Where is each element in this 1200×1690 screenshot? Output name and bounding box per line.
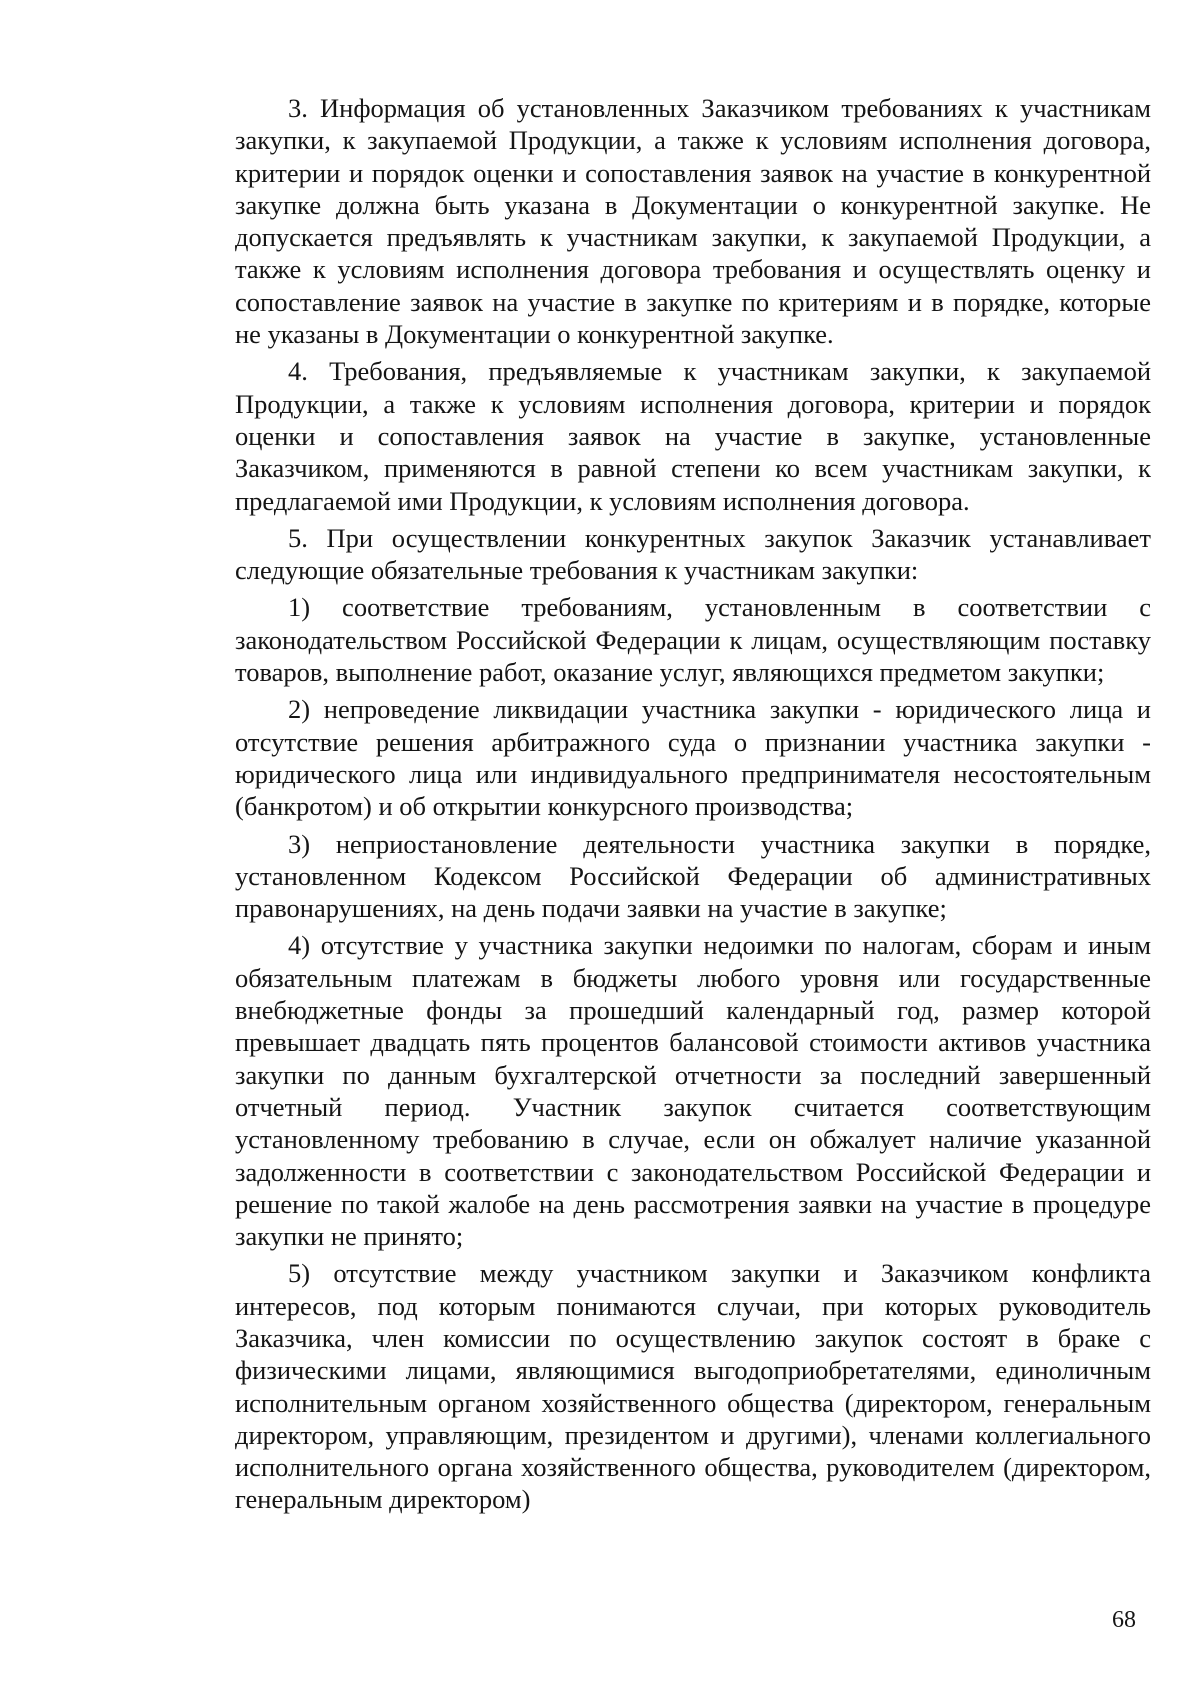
list-item-1: 1) соответствие требованиям, установленным в соответствии с законодательством Российской Федерации к лицам, осуществляющим поставку товаров, выполнение работ, оказание услуг, являющихся предметом закупки; <box>235 592 1151 688</box>
list-item-2: 2) непроведение ликвидации участника закупки - юридического лица и отсутствие решения арбитражного суда о признании участника закупки - юридического лица или индивидуального предпринимателя несостоятельным (банкротом) и об открытии конкурсного производства; <box>235 694 1151 822</box>
list-item-3: 3) неприостановление деятельности участника закупки в порядке, установленном Кодексом Российской Федерации об административных правонарушениях, на день подачи заявки на участие в закупке; <box>235 828 1151 924</box>
paragraph-3: 3. Информация об установленных Заказчиком требованиях к участникам закупки, к закупаемой Продукции, а также к условиям исполнения договора, критерии и порядок оценки и сопоставления заявок на участие в конкурентной закупке должна быть указана в Документации о конкурентной закупке. Не допускается предъявлять к участникам закупки, к закупаемой Продукции, а также к условиям исполнения договора требования и осуществлять оценку и сопоставление заявок на участие в закупке по критериям и в порядке, которые не указаны в Документации о конкурентной закупке. <box>235 93 1151 350</box>
paragraph-4: 4. Требования, предъявляемые к участникам закупки, к закупаемой Продукции, а также к условиям исполнения договора, критерии и порядок оценки и сопоставления заявок на участие в закупке, установленные Заказчиком, применяются в равной степени ко всем участникам закупки, к предлагаемой ими Продукции, к условиям исполнения договора. <box>235 356 1151 516</box>
page-number: 68 <box>1112 1607 1136 1633</box>
list-item-5: 5) отсутствие между участником закупки и Заказчиком конфликта интересов, под которым понимаются случаи, при которых руководитель Заказчика, член комиссии по осуществлению закупок состоят в браке с физическими лицами, являющимися выгодоприобретателями, единоличным исполнительным органом хозяйственного общества (директором, генеральным директором, управляющим, президентом и другими), членами коллегиального исполнительного органа хозяйственного общества, руководителем (директором, генеральным директором) <box>235 1258 1151 1515</box>
paragraph-5: 5. При осуществлении конкурентных закупок Заказчик устанавливает следующие обязательные требования к участникам закупки: <box>235 522 1151 586</box>
list-item-4: 4) отсутствие у участника закупки недоимки по налогам, сборам и иным обязательным платежам в бюджеты любого уровня или государственные внебюджетные фонды за прошедший календарный год, размер которой превышает двадцать пять процентов балансовой стоимости активов участника закупки по данным бухгалтерской отчетности за последний завершенный отчетный период. Участник закупок считается соответствующим установленному требованию в случае, если он обжалует наличие указанной задолженности в соответствии с законодательством Российской Федерации и решение по такой жалобе на день рассмотрения заявки на участие в процедуре закупки не принято; <box>235 930 1151 1252</box>
document-body <box>235 92 1151 1521</box>
